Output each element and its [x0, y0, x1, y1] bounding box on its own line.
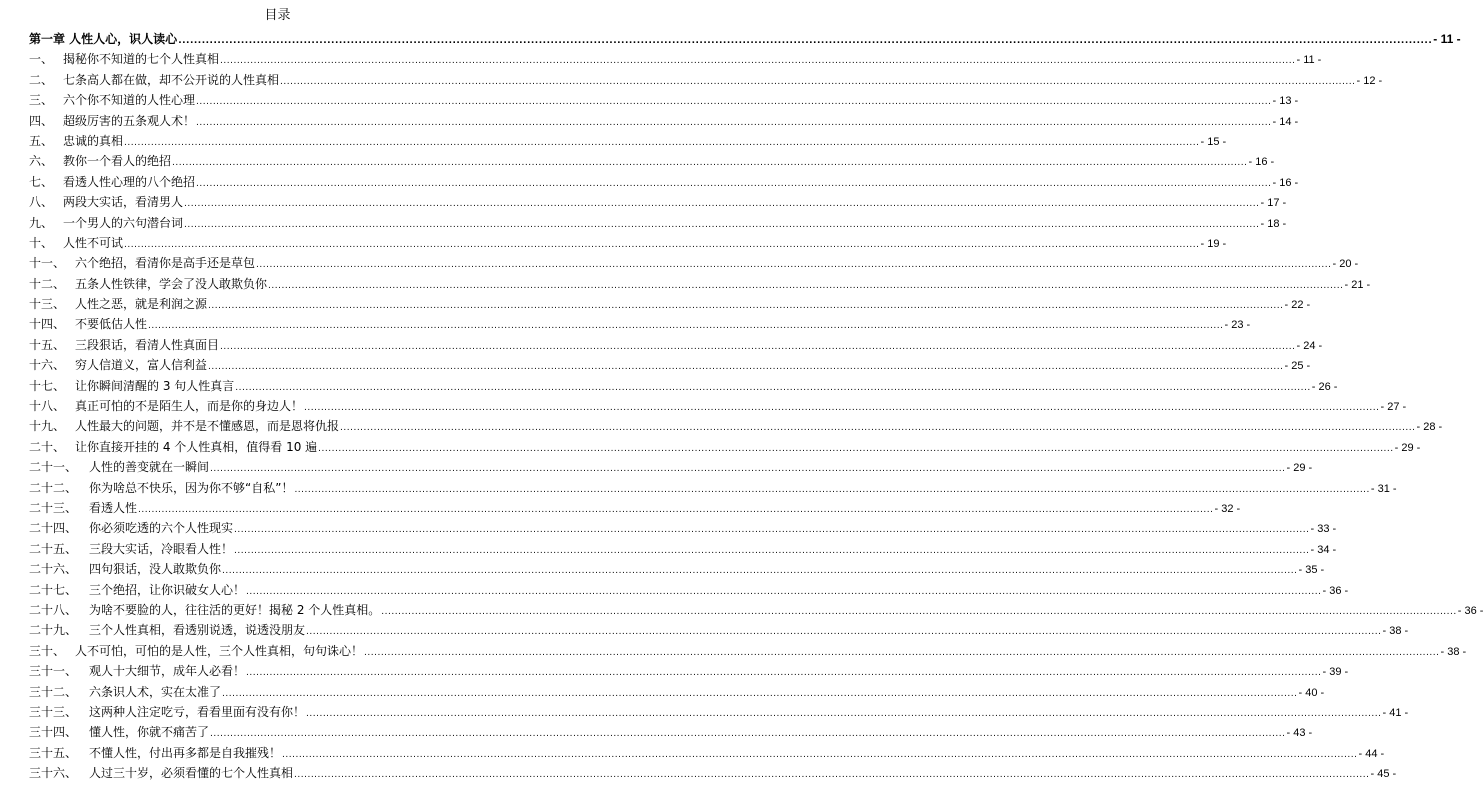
- dot-leader: [196, 92, 1271, 112]
- chapter-page-number: - 11 -: [1433, 32, 1461, 46]
- entry-number: 三十五、: [29, 745, 78, 760]
- entry-title: 三段狠话，看清人性真面目: [75, 337, 220, 352]
- toc-entry-row[interactable]: [29, 722, 1313, 742]
- entry-title: 人性的善变就在一瞬间: [89, 460, 210, 475]
- toc-entry-row[interactable]: [29, 90, 1299, 110]
- toc-entry-row[interactable]: [29, 49, 1322, 69]
- entry-title: 不懂人性，付出再多都是自我摧残！: [89, 745, 282, 760]
- toc-entry-row[interactable]: [29, 253, 1359, 273]
- toc-entry-row[interactable]: [29, 539, 1337, 559]
- dot-leader: [304, 398, 1379, 418]
- dot-leader: [196, 113, 1271, 133]
- entry-number: 二十二、: [29, 480, 78, 495]
- entry-title: 看透人性心理的八个绝招: [63, 174, 196, 189]
- dot-leader: [246, 663, 1321, 683]
- entry-number: 十九、: [29, 419, 66, 434]
- entry-number: 三十三、: [29, 704, 78, 719]
- dot-leader: [306, 622, 1381, 642]
- entry-title: 六个你不知道的人性心理: [63, 93, 196, 108]
- toc-entry-row[interactable]: [29, 600, 1483, 620]
- dot-leader: [222, 684, 1297, 704]
- entry-number: 十八、: [29, 399, 66, 414]
- entry-title: 人不可怕，可怕的是人性，三个人性真相，句句诛心！: [75, 643, 364, 658]
- entry-number: 二十一、: [29, 460, 78, 475]
- entry-number: 七、: [29, 174, 54, 189]
- toc-entry-row[interactable]: [29, 396, 1407, 416]
- dot-leader: [220, 337, 1295, 357]
- toc-entry-row[interactable]: [29, 233, 1227, 253]
- entry-page-number: - 13 -: [1272, 95, 1299, 108]
- toc-entry-row[interactable]: [29, 274, 1371, 294]
- toc-entry-row[interactable]: [29, 355, 1311, 375]
- entry-number: 四、: [29, 113, 54, 128]
- entry-page-number: - 28 -: [1416, 421, 1443, 434]
- entry-title: 你为啥总不快乐，因为你不够“自私”！: [89, 480, 294, 495]
- entry-number: 二十三、: [29, 500, 78, 515]
- dot-leader: [246, 582, 1321, 602]
- entry-title: 为啥不要脸的人，往往活的更好！揭秘 2 个人性真相。: [89, 602, 381, 617]
- entry-page-number: - 16 -: [1272, 176, 1299, 189]
- toc-entries: [29, 49, 1483, 783]
- toc-entry-row[interactable]: [29, 437, 1421, 457]
- entry-number: 二十九、: [29, 623, 78, 638]
- entry-page-number: - 44 -: [1358, 747, 1385, 760]
- entry-number: 三、: [29, 93, 54, 108]
- toc-entry-row[interactable]: [29, 498, 1241, 518]
- dot-leader: [178, 31, 1432, 51]
- entry-page-number: - 36 -: [1457, 604, 1483, 617]
- dot-leader: [124, 235, 1199, 255]
- toc-entry-row[interactable]: [29, 192, 1287, 212]
- dot-leader: [208, 296, 1283, 316]
- entry-title: 一个男人的六句潜台词: [63, 215, 184, 230]
- entry-number: 二十、: [29, 439, 66, 454]
- toc-entry-row[interactable]: [29, 580, 1349, 600]
- entry-page-number: - 14 -: [1272, 115, 1299, 128]
- chapter-title: 第一章 人性人心，识人读心: [29, 32, 178, 46]
- toc-entry-row[interactable]: [29, 641, 1467, 661]
- entry-page-number: - 29 -: [1286, 462, 1313, 475]
- dot-leader: [222, 561, 1297, 581]
- entry-title: 忠诚的真相: [63, 133, 124, 148]
- dot-leader: [124, 133, 1199, 153]
- dot-leader: [138, 500, 1213, 520]
- entry-number: 十六、: [29, 358, 66, 373]
- dot-leader: [294, 480, 1369, 500]
- entry-page-number: - 41 -: [1382, 706, 1409, 719]
- dot-leader: [184, 194, 1259, 214]
- toc-entry-row[interactable]: [29, 620, 1409, 640]
- entry-number: 十一、: [29, 256, 66, 271]
- toc-entry-row[interactable]: [29, 743, 1385, 763]
- entry-number: 八、: [29, 195, 54, 210]
- toc-entry-row[interactable]: [29, 314, 1251, 334]
- entry-number: 二、: [29, 72, 54, 87]
- entry-title: 六个绝招，看清你是高手还是草包: [75, 256, 256, 271]
- entry-number: 一、: [29, 52, 54, 67]
- entry-number: 三十、: [29, 643, 66, 658]
- dot-leader: [148, 316, 1223, 336]
- entry-number: 九、: [29, 215, 54, 230]
- entry-page-number: - 21 -: [1344, 278, 1371, 291]
- entry-title: 五条人性铁律，学会了没人敢欺负你: [75, 276, 268, 291]
- entry-page-number: - 20 -: [1332, 258, 1359, 271]
- toc-entry-row[interactable]: [29, 416, 1443, 436]
- entry-page-number: - 16 -: [1248, 156, 1275, 169]
- entry-page-number: - 26 -: [1311, 380, 1338, 393]
- entry-title: 你必须吃透的六个人性现实: [89, 521, 234, 536]
- entry-title: 两段大实话，看清男人: [63, 195, 184, 210]
- toc-entry-row[interactable]: [29, 682, 1325, 702]
- entry-number: 十二、: [29, 276, 66, 291]
- entry-title: 看透人性: [89, 500, 138, 515]
- entry-page-number: - 31 -: [1370, 482, 1397, 495]
- entry-title: 教你一个看人的绝招: [63, 154, 172, 169]
- entry-title: 真正可怕的不是陌生人，而是你的身边人！: [75, 399, 304, 414]
- entry-page-number: - 11 -: [1296, 54, 1322, 67]
- entry-title: 超级厉害的五条观人术！: [63, 113, 196, 128]
- toc-entry-row[interactable]: [29, 376, 1338, 396]
- entry-page-number: - 32 -: [1214, 502, 1241, 515]
- entry-page-number: - 39 -: [1322, 666, 1349, 679]
- entry-title: 六条识人术，实在太准了: [89, 684, 222, 699]
- entry-page-number: - 17 -: [1260, 197, 1287, 210]
- entry-page-number: - 35 -: [1298, 564, 1325, 577]
- entry-number: 五、: [29, 133, 54, 148]
- entry-number: 十三、: [29, 297, 66, 312]
- entry-title: 让你直接开挂的 4 个人性真相，值得看 10 遍: [75, 439, 318, 454]
- entry-title: 三个人性真相，看透别说透，说透没朋友: [89, 623, 306, 638]
- toc-entry-row[interactable]: [29, 131, 1227, 151]
- entry-page-number: - 33 -: [1310, 523, 1337, 536]
- entry-number: 十、: [29, 235, 54, 250]
- toc-entry-row[interactable]: [29, 294, 1311, 314]
- entry-page-number: - 43 -: [1286, 727, 1313, 740]
- entry-number: 三十六、: [29, 766, 78, 781]
- entry-title: 让你瞬间清醒的 3 句人性真言: [75, 378, 235, 393]
- entry-number: 十七、: [29, 378, 66, 393]
- dot-leader: [256, 255, 1331, 275]
- dot-leader: [208, 357, 1283, 377]
- entry-title: 这两种人注定吃亏，看看里面有没有你！: [89, 704, 306, 719]
- entry-number: 六、: [29, 154, 54, 169]
- entry-number: 二十七、: [29, 582, 78, 597]
- dot-leader: [184, 215, 1259, 235]
- dot-leader: [318, 439, 1393, 459]
- entry-title: 不要低估人性: [75, 317, 148, 332]
- entry-page-number: - 34 -: [1310, 543, 1337, 556]
- dot-leader: [381, 602, 1456, 622]
- entry-number: 三十一、: [29, 664, 78, 679]
- toc-entry-row[interactable]: [29, 335, 1323, 355]
- entry-number: 二十六、: [29, 562, 78, 577]
- entry-title: 人过三十岁，必须看懂的七个人性真相: [89, 766, 294, 781]
- dot-leader: [306, 704, 1381, 724]
- entry-number: 三十二、: [29, 684, 78, 699]
- entry-page-number: - 38 -: [1440, 645, 1467, 658]
- toc-entry-row[interactable]: [29, 478, 1397, 498]
- toc-entry-row[interactable]: [29, 213, 1287, 233]
- entry-page-number: - 19 -: [1200, 237, 1227, 250]
- entry-title: 人性不可试: [63, 235, 124, 250]
- toc-entry-row[interactable]: [29, 518, 1337, 538]
- toc-entry-row[interactable]: [29, 457, 1313, 477]
- entry-page-number: - 45 -: [1370, 768, 1397, 781]
- toc-entry-row[interactable]: [29, 702, 1409, 722]
- entry-title: 人性最大的问题，并不是不懂感恩，而是恩将仇报: [75, 419, 340, 434]
- toc-entry-row[interactable]: [29, 559, 1325, 579]
- entry-number: 二十八、: [29, 602, 78, 617]
- dot-leader: [340, 418, 1415, 438]
- toc-entry-row[interactable]: [29, 111, 1299, 131]
- dot-leader: [364, 643, 1439, 663]
- page-title: 目录: [264, 8, 291, 23]
- entry-page-number: - 36 -: [1322, 584, 1349, 597]
- entry-number: 十四、: [29, 317, 66, 332]
- entry-title: 观人十大细节，成年人必看！: [89, 664, 246, 679]
- dot-leader: [235, 378, 1310, 398]
- entry-number: 二十五、: [29, 541, 78, 556]
- dot-leader: [282, 745, 1357, 765]
- entry-title: 懂人性，你就不痛苦了: [89, 725, 210, 740]
- entry-number: 二十四、: [29, 521, 78, 536]
- dot-leader: [210, 459, 1285, 479]
- entry-page-number: - 27 -: [1380, 401, 1407, 414]
- entry-page-number: - 15 -: [1200, 135, 1227, 148]
- entry-page-number: - 40 -: [1298, 686, 1325, 699]
- toc-entry-row[interactable]: [29, 70, 1383, 90]
- entry-page-number: - 12 -: [1356, 74, 1383, 87]
- table-of-contents: [29, 29, 1483, 783]
- entry-title: 三个绝招，让你识破女人心！: [89, 582, 246, 597]
- entry-page-number: - 22 -: [1284, 299, 1311, 312]
- toc-chapter-row[interactable]: [29, 29, 1461, 49]
- toc-entry-row[interactable]: [29, 763, 1397, 783]
- entry-title: 穷人信道义，富人信利益: [75, 358, 208, 373]
- entry-title: 七条高人都在做，却不公开说的人性真相: [63, 72, 280, 87]
- entry-number: 十五、: [29, 337, 66, 352]
- dot-leader: [294, 765, 1369, 785]
- dot-leader: [172, 153, 1247, 173]
- entry-page-number: - 25 -: [1284, 360, 1311, 373]
- entry-page-number: - 23 -: [1224, 319, 1251, 332]
- entry-title: 揭秘你不知道的七个人性真相: [63, 52, 220, 67]
- entry-page-number: - 24 -: [1296, 339, 1323, 352]
- entry-title: 人性之恶，就是利润之源: [75, 297, 208, 312]
- dot-leader: [196, 174, 1271, 194]
- toc-entry-row[interactable]: [29, 172, 1299, 192]
- entry-page-number: - 18 -: [1260, 217, 1287, 230]
- dot-leader: [234, 541, 1309, 561]
- dot-leader: [268, 276, 1343, 296]
- dot-leader: [234, 520, 1309, 540]
- entry-title: 四句狠话，没人敢欺负你: [89, 562, 222, 577]
- toc-entry-row[interactable]: [29, 661, 1349, 681]
- dot-leader: [280, 72, 1355, 92]
- entry-title: 三段大实话，冷眼看人性！: [89, 541, 234, 556]
- entry-page-number: - 29 -: [1394, 441, 1421, 454]
- dot-leader: [210, 724, 1285, 744]
- entry-number: 三十四、: [29, 725, 78, 740]
- dot-leader: [220, 51, 1295, 71]
- toc-entry-row[interactable]: [29, 151, 1275, 171]
- entry-page-number: - 38 -: [1382, 625, 1409, 638]
